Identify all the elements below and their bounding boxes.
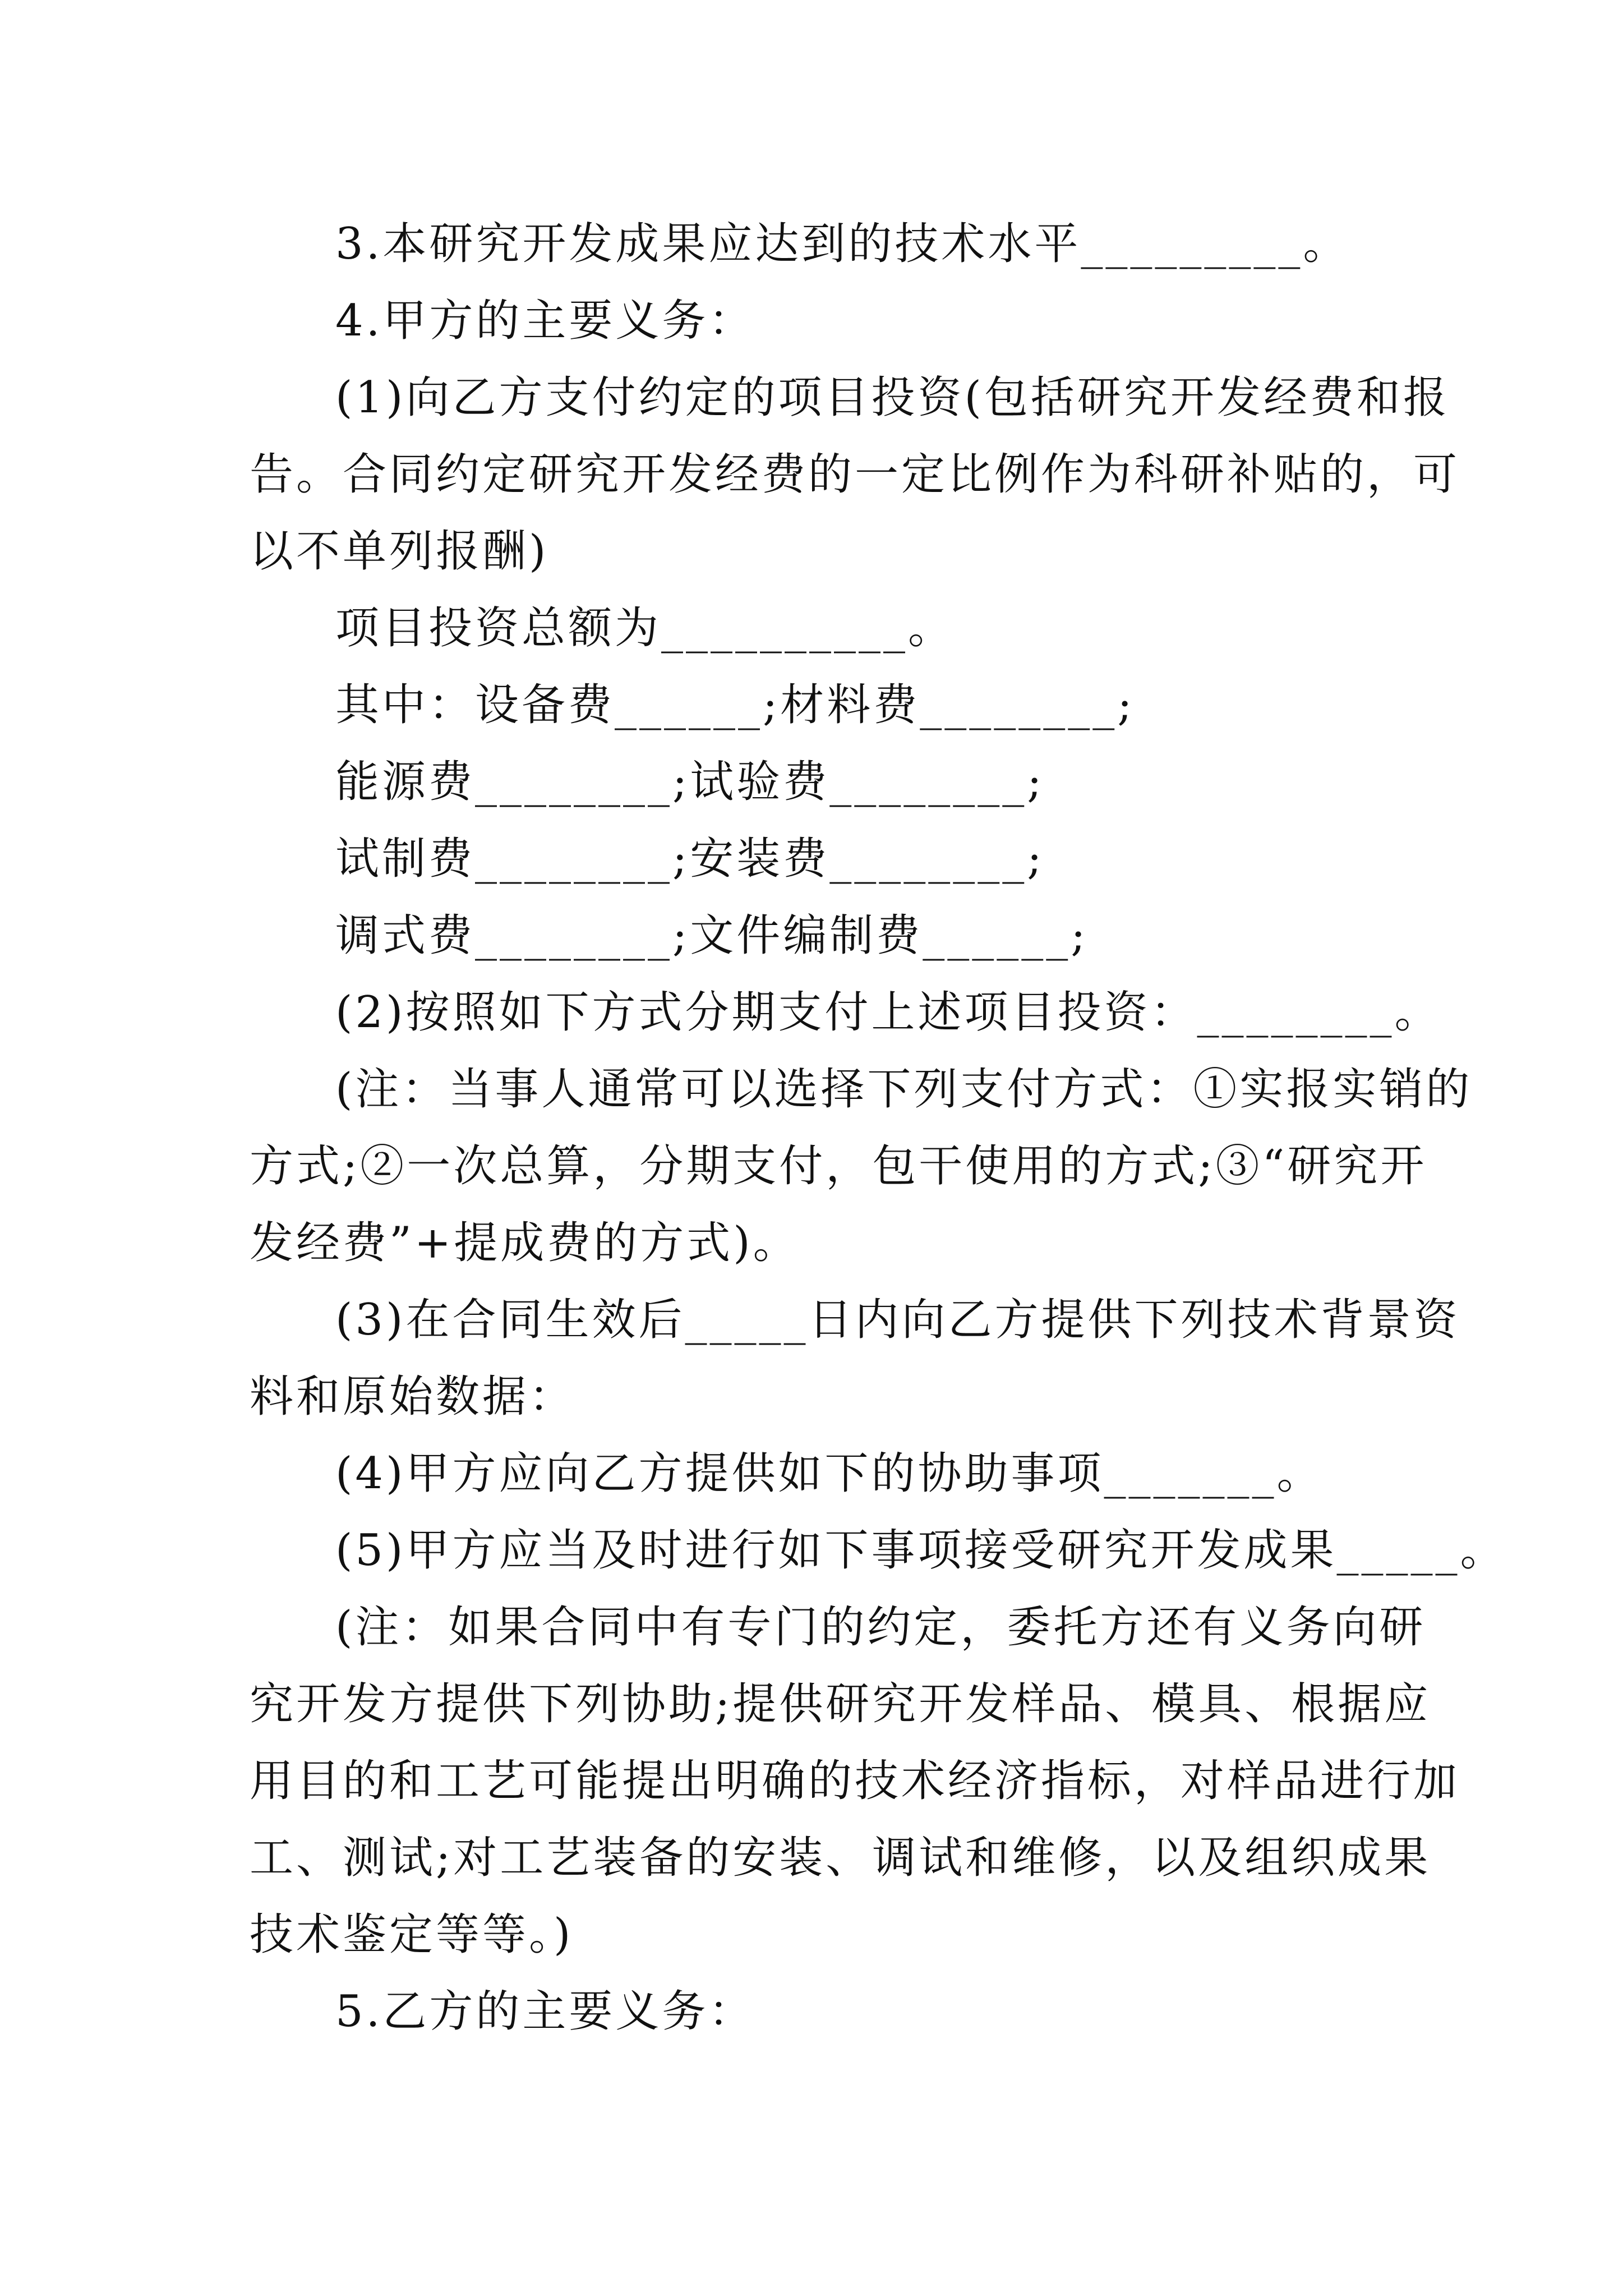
assistance-note-line-3: 用目的和工艺可能提出明确的技术经济指标，对样品进行加 — [250, 1756, 1460, 1806]
cost-item-row-2: 能源费________;试验费________; — [335, 757, 1045, 807]
clause-4-5-acceptance: (5)甲方应当及时进行如下事项接受研究开发成果_____。 — [335, 1525, 1507, 1576]
assistance-note-line-1: (注：如果合同中有专门的约定，委托方还有义务向研 — [335, 1602, 1426, 1653]
cost-item-row-4: 调式费________;文件编制费______; — [335, 910, 1089, 961]
clause-4-1-line-3: 以不单列报酬) — [250, 526, 549, 577]
clause-5-heading: 5.乙方的主要义务： — [335, 1986, 755, 2037]
clause-4-1-line-1: (1)向乙方支付约定的项目投资(包括研究开发经费和报 — [335, 372, 1450, 423]
clause-4-3-line-2: 料和原始数据： — [250, 1372, 576, 1422]
clause-3-tech-level: 3.本研究开发成果应达到的技术水平_________。 — [335, 219, 1350, 269]
clause-4-1-line-2: 告。合同约定研究开发经费的一定比例作为科研补贴的，可 — [250, 449, 1460, 500]
payment-note-line-3: 发经费”+提成费的方式)。 — [250, 1218, 800, 1268]
clause-4-2-payment: (2)按照如下方式分期支付上述项目投资：________。 — [335, 987, 1441, 1038]
clause-4-4-assistance: (4)甲方应向乙方提供如下的协助事项_______。 — [335, 1448, 1324, 1499]
assistance-note-line-5: 技术鉴定等等。) — [250, 1910, 574, 1960]
investment-total: 项目投资总额为__________。 — [335, 603, 955, 654]
clause-4-3-line-1: (3)在合同生效后_____日内向乙方提供下列技术背景资 — [335, 1295, 1460, 1345]
payment-note-line-1: (注：当事人通常可以选择下列支付方式：①实报实销的 — [335, 1064, 1473, 1115]
cost-item-row-1: 其中：设备费______;材料费________; — [335, 680, 1135, 730]
assistance-note-line-4: 工、测试;对工艺装备的安装、调试和维修，以及组织成果 — [250, 1833, 1431, 1883]
cost-item-row-3: 试制费________;安装费________; — [335, 834, 1045, 884]
clause-4-heading: 4.甲方的主要义务： — [335, 296, 755, 346]
assistance-note-line-2: 究开发方提供下列协助;提供研究开发样品、模具、根据应 — [250, 1679, 1431, 1729]
payment-note-line-2: 方式;②一次总算，分期支付，包干使用的方式;③“研究开 — [250, 1141, 1427, 1191]
